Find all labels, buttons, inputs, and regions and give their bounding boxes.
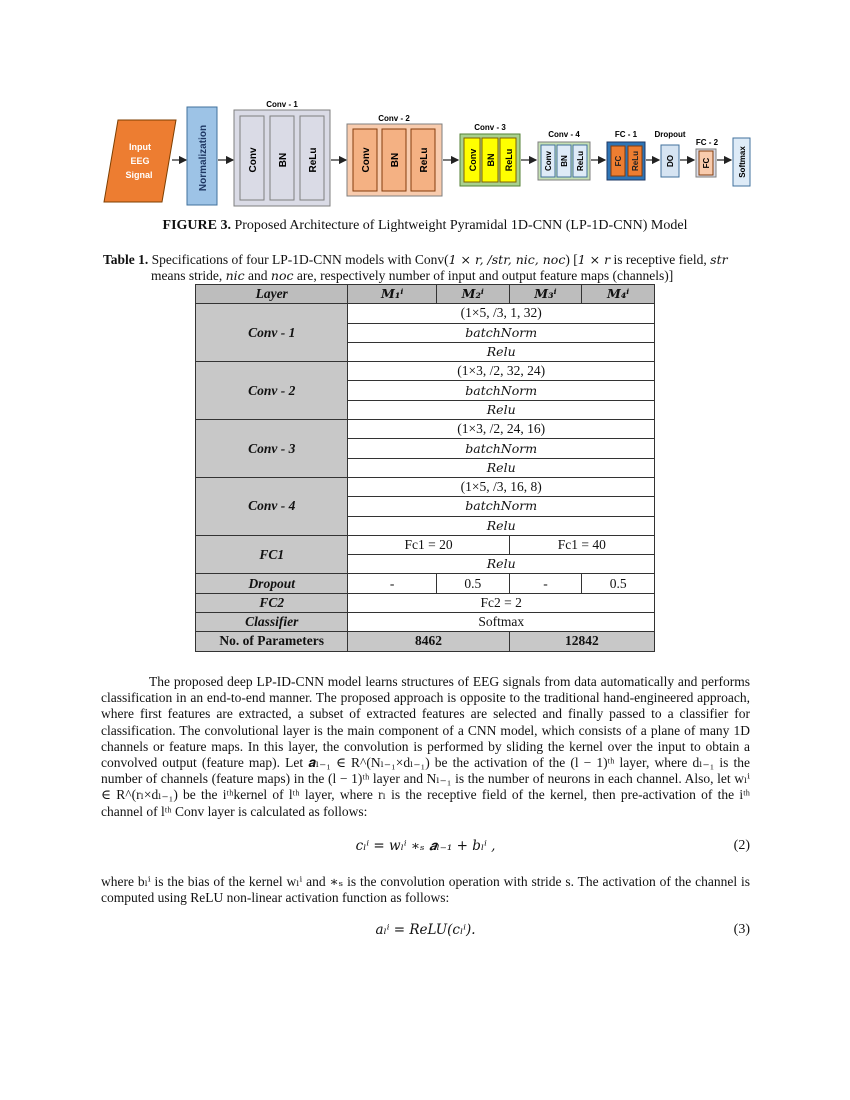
fc1-value-a: Fc1 = 20 (348, 535, 509, 554)
table-caption-text-6: are, respectively number of input and output feature maps (channels)] (293, 268, 674, 283)
input-line-3: Signal (125, 170, 153, 180)
table-caption-math-4: nic (225, 268, 245, 283)
row-label-conv4: Conv - 4 (196, 477, 348, 535)
table-caption-text-2: ) [ (565, 252, 578, 267)
table-caption-text-4: means stride, (151, 268, 226, 283)
dropout-value-1: - (348, 574, 437, 593)
input-eeg-signal-block (104, 120, 176, 202)
softmax-block (733, 138, 750, 186)
body-paragraph-2: where bₗⁱ is the bias of the kernel wₗⁱ and ∗ₛ is the convolution operation with stride s. The activation of the channel is computed using ReLU non-linear activation function as follows: (101, 874, 750, 906)
architecture-figure (0, 0, 850, 210)
table-caption-text-3: is receptive field, (610, 252, 711, 267)
dropout-block (654, 130, 685, 177)
conv1-layer-conv: Conv (248, 147, 259, 173)
dropout-value-2: 0.5 (436, 574, 509, 593)
classifier-value: Softmax (348, 613, 655, 632)
table-caption-label: Table 1. (103, 252, 149, 267)
row-label-conv1: Conv - 1 (196, 304, 348, 362)
table-caption-math-1: 1 × r, /str, nic, noc (448, 252, 566, 267)
conv4-layer-conv: Conv (544, 151, 553, 171)
table-caption-math-3: str (710, 252, 728, 267)
table-header-row (196, 285, 655, 304)
dropout-value-3: - (509, 574, 582, 593)
conv4-title: Conv - 4 (548, 130, 580, 139)
conv1-act: Relu (348, 342, 655, 361)
conv2-layer-conv: Conv (361, 147, 372, 173)
fc1-layer-fc: FC (614, 155, 623, 167)
row-label-fc2: FC2 (196, 593, 348, 612)
fc2-title: FC - 2 (695, 138, 719, 147)
params-value-a: 8462 (348, 632, 509, 651)
table-caption-math-2: 1 × r (577, 252, 611, 267)
conv1-title: Conv - 1 (266, 100, 298, 109)
header-model-1: M₁ⁱ (348, 285, 437, 304)
table-row (196, 593, 655, 612)
table-caption-math-5: noc (270, 268, 294, 283)
figure-caption-label: FIGURE 3. (162, 218, 231, 233)
row-label-classifier: Classifier (196, 613, 348, 632)
table-row (196, 304, 655, 323)
fc2-layer-fc: FC (702, 157, 711, 169)
table-caption-text-5: and (244, 268, 271, 283)
conv2-act: Relu (348, 400, 655, 419)
conv2-layer-bn: BN (390, 152, 401, 168)
fc1-layer-relu: ReLu (631, 151, 640, 171)
params-value-b: 12842 (509, 632, 654, 651)
table-caption-line-2 (103, 268, 753, 284)
conv1-block (234, 100, 330, 206)
conv3-act: Relu (348, 458, 655, 477)
equation-2-body: cₗⁱ = wₗⁱ ∗ₛ 𝒂ₗ₋₁ + bₗⁱ , (355, 838, 496, 854)
row-label-params: No. of Parameters (196, 632, 348, 651)
table-row (196, 613, 655, 632)
figure-caption-text: Proposed Architecture of Lightweight Pyramidal 1D-CNN (LP-1D-CNN) Model (230, 218, 688, 233)
normalization-block (187, 107, 217, 205)
conv3-bn: batchNorm (348, 439, 655, 458)
fc1-block (607, 130, 645, 180)
header-layer: Layer (196, 285, 348, 304)
table-caption (103, 252, 753, 284)
fc1-value-b: Fc1 = 40 (509, 535, 654, 554)
table-row (196, 420, 655, 439)
conv2-title: Conv - 2 (378, 114, 410, 123)
conv4-bn: batchNorm (348, 497, 655, 516)
input-line-2: EEG (130, 156, 150, 166)
equation-3-number: (3) (733, 922, 750, 937)
conv2-bn: batchNorm (348, 381, 655, 400)
conv3-layer-relu: ReLu (504, 148, 514, 172)
specification-table (195, 284, 655, 652)
equation-3 (101, 922, 750, 944)
header-model-3: M₃ⁱ (509, 285, 582, 304)
header-model-2: M₂ⁱ (436, 285, 509, 304)
table-row (196, 574, 655, 593)
conv1-layer-relu: ReLu (308, 147, 319, 173)
conv1-bn: batchNorm (348, 323, 655, 342)
conv3-spec: (1×3, /2, 24, 16) (348, 420, 655, 439)
conv4-spec: (1×5, /3, 16, 8) (348, 477, 655, 496)
conv3-layer-conv: Conv (468, 148, 478, 172)
input-line-1: Input (129, 142, 151, 152)
row-label-conv2: Conv - 2 (196, 362, 348, 420)
row-label-conv3: Conv - 3 (196, 420, 348, 478)
dropout-layer-do: DO (666, 155, 675, 167)
conv4-layer-bn: BN (560, 155, 569, 167)
conv1-layer-bn: BN (278, 152, 289, 168)
conv1-spec: (1×5, /3, 1, 32) (348, 304, 655, 323)
equation-2 (101, 838, 750, 860)
conv2-spec: (1×3, /2, 32, 24) (348, 362, 655, 381)
table-row (196, 477, 655, 496)
fc1-act: Relu (348, 555, 655, 574)
conv4-act: Relu (348, 516, 655, 535)
equation-2-number: (2) (733, 838, 750, 853)
dropout-value-4: 0.5 (582, 574, 655, 593)
figure-caption (0, 218, 850, 234)
dropout-title: Dropout (654, 130, 686, 139)
table-row (196, 632, 655, 651)
conv2-block (347, 114, 442, 196)
table-row (196, 535, 655, 554)
fc2-block (696, 138, 719, 177)
table-caption-text-1: Specifications of four LP-1D-CNN models with Conv( (148, 252, 449, 267)
conv3-layer-bn: BN (486, 153, 496, 167)
header-model-4: M₄ⁱ (582, 285, 655, 304)
table-row (196, 362, 655, 381)
conv3-block (460, 123, 520, 186)
row-label-fc1: FC1 (196, 535, 348, 574)
fc1-title: FC - 1 (614, 130, 638, 139)
normalization-label: Normalization (198, 124, 209, 192)
conv4-layer-relu: ReLu (576, 151, 585, 171)
conv3-title: Conv - 3 (474, 123, 506, 132)
body-paragraph-1: The proposed deep LP-ID-CNN model learns structures of EEG signals from data automatically and performs classification in an end-to-end manner. The proposed approach is opposite to the traditional hand-engineered approach, where first features are extracted, a subset of extracted features are selected and finally passed to a classifier for classification. The convolutional layer is the main component of a CNN model, which consists of a plane of many 1D channels or feature maps. In this layer, the convolution is performed by sliding the kernel over the input to obtain a convolved output (feature map). Let 𝒂ₗ₋₁ ∈ R^(Nₗ₋₁×dₗ₋₁) be the activation of the (l − 1)ᵗʰ layer, where dₗ₋₁ is the number of channels (feature maps) in the (l − 1)ᵗʰ layer and Nₗ₋₁ is the number of neurons in each channel. Also, let wₗⁱ ∈ R^(rₗ×dₗ₋₁) be the iᵗʰkernel of lᵗʰ layer, where rₗ is the receptive field of the kernel, then pre-activation of the iᵗʰ channel of lᵗʰ Conv layer is calculated as follows: (101, 674, 750, 819)
row-label-dropout: Dropout (196, 574, 348, 593)
softmax-label: Softmax (738, 146, 747, 178)
fc2-value: Fc2 = 2 (348, 593, 655, 612)
conv2-layer-relu: ReLu (419, 147, 430, 173)
equation-3-body: aₗⁱ = ReLU(cₗⁱ). (375, 922, 476, 938)
conv4-block (538, 130, 590, 180)
